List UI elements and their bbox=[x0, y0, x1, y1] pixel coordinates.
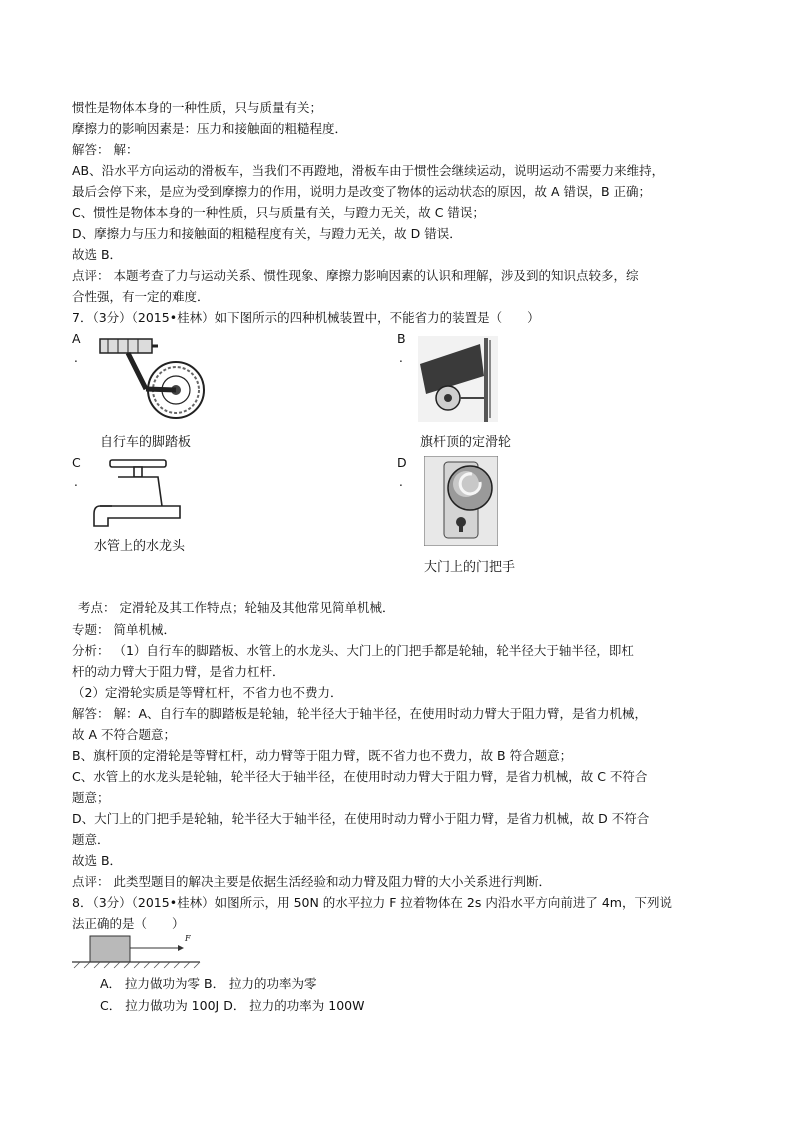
text-line: 惯性是物体本身的一种性质，只与质量有关； bbox=[72, 100, 323, 115]
option-d-dot: . bbox=[399, 475, 403, 489]
text-line: C、惯性是物体本身的一种性质，只与质量有关，与蹬力无关，故 C 错误； bbox=[72, 205, 485, 220]
text-line: 故 A 不符合题意； bbox=[72, 727, 176, 742]
option-c-caption: 水管上的水龙头 bbox=[94, 539, 186, 554]
force-label: F bbox=[185, 934, 191, 943]
text-line: C、水管上的水龙头是轮轴，轮半径大于轴半径，在使用时动力臂大于阻力臂，是省力机械，故 C 不符合 bbox=[72, 769, 648, 784]
option-a-dot: . bbox=[74, 351, 78, 365]
option-b-dot: . bbox=[399, 351, 403, 365]
q8-options-row-1: A． 拉力做功为零 B． 拉力的功率为零 bbox=[100, 976, 317, 991]
text-line: 点评： 本题考查了力与运动关系、惯性现象、摩擦力影响因素的认识和理解，涉及到的知识点较多，综 bbox=[72, 268, 639, 283]
text-line: D、大门上的门把手是轮轴，轮半径大于轴半径，在使用时动力臂小于阻力臂，是省力机械，故 D 不符合 bbox=[72, 811, 650, 826]
question-8-stem-cont: 法正确的是（ ） bbox=[72, 916, 185, 931]
water-faucet-icon bbox=[92, 456, 184, 530]
text-line: 点评： 此类型题目的解决主要是依据生活经验和动力臂及阻力臂的大小关系进行判断． bbox=[72, 874, 551, 889]
text-line: 考点： 定滑轮及其工作特点；轮轴及其他常见简单机械． bbox=[78, 600, 395, 615]
text-line: D、摩擦力与压力和接触面的粗糙程度有关，与蹬力无关，故 D 错误． bbox=[72, 226, 462, 241]
flagpole-pulley-icon bbox=[418, 336, 498, 422]
question-8-stem: 8．（3分）（2015•桂林）如图所示，用 50N 的水平拉力 F 拉着物体在 2s 内沿水平方向前进了 4m，下列说 bbox=[72, 895, 672, 910]
block-pulled-icon bbox=[72, 932, 202, 970]
text-line: 摩擦力的影响因素是：压力和接触面的粗糙程度． bbox=[72, 121, 348, 136]
text-line: 最后会停下来，是应为受到摩擦力的作用，说明力是改变了物体的运动状态的原因，故 A 错误，B 正确； bbox=[72, 184, 652, 199]
option-b-letter: B bbox=[397, 331, 406, 346]
text-line: 题意； bbox=[72, 790, 110, 805]
option-d-caption: 大门上的门把手 bbox=[424, 560, 516, 575]
option-a-letter: A bbox=[72, 331, 81, 346]
door-knob-icon bbox=[424, 456, 498, 546]
option-c-letter: C bbox=[72, 455, 81, 470]
text-line: 解答： 解：A、自行车的脚踏板是轮轴，轮半径大于轴半径，在使用时动力臂大于阻力臂，是省力机械， bbox=[72, 706, 648, 721]
question-7-stem: 7．（3分）（2015•桂林）如下图所示的四种机械装置中，不能省力的装置是（ ） bbox=[72, 310, 540, 325]
bicycle-pedal-icon bbox=[94, 333, 214, 423]
option-d-letter: D bbox=[397, 455, 407, 470]
option-c-dot: . bbox=[74, 475, 78, 489]
text-line: AB、沿水平方向运动的滑板车，当我们不再蹬地，滑板车由于惯性会继续运动，说明运动不需要力来维持， bbox=[72, 163, 665, 178]
option-a-caption: 自行车的脚踏板 bbox=[100, 435, 192, 450]
text-line: 故选 B． bbox=[72, 853, 123, 868]
option-b-caption: 旗杆顶的定滑轮 bbox=[420, 435, 512, 450]
text-line: （2）定滑轮实质是等臂杠杆，不省力也不费力． bbox=[72, 685, 343, 700]
text-line: 解答： 解： bbox=[72, 142, 139, 157]
text-line: 故选 B． bbox=[72, 247, 123, 262]
text-line: 分析： （1）自行车的脚踏板、水管上的水龙头、大门上的门把手都是轮轴，轮半径大于轴半径，即杠 bbox=[72, 643, 634, 658]
text-line: 杆的动力臂大于阻力臂，是省力杠杆． bbox=[72, 664, 285, 679]
question-8-figure bbox=[72, 932, 202, 970]
text-line: B、旗杆顶的定滑轮是等臂杠杆，动力臂等于阻力臂，既不省力也不费力，故 B 符合题意； bbox=[72, 748, 573, 763]
q8-options-row-2: C． 拉力做功为 100J D． 拉力的功率为 100W bbox=[100, 998, 365, 1013]
text-line: 题意． bbox=[72, 832, 110, 847]
text-line: 专题： 简单机械． bbox=[72, 622, 176, 637]
text-line: 合性强，有一定的难度． bbox=[72, 289, 210, 304]
